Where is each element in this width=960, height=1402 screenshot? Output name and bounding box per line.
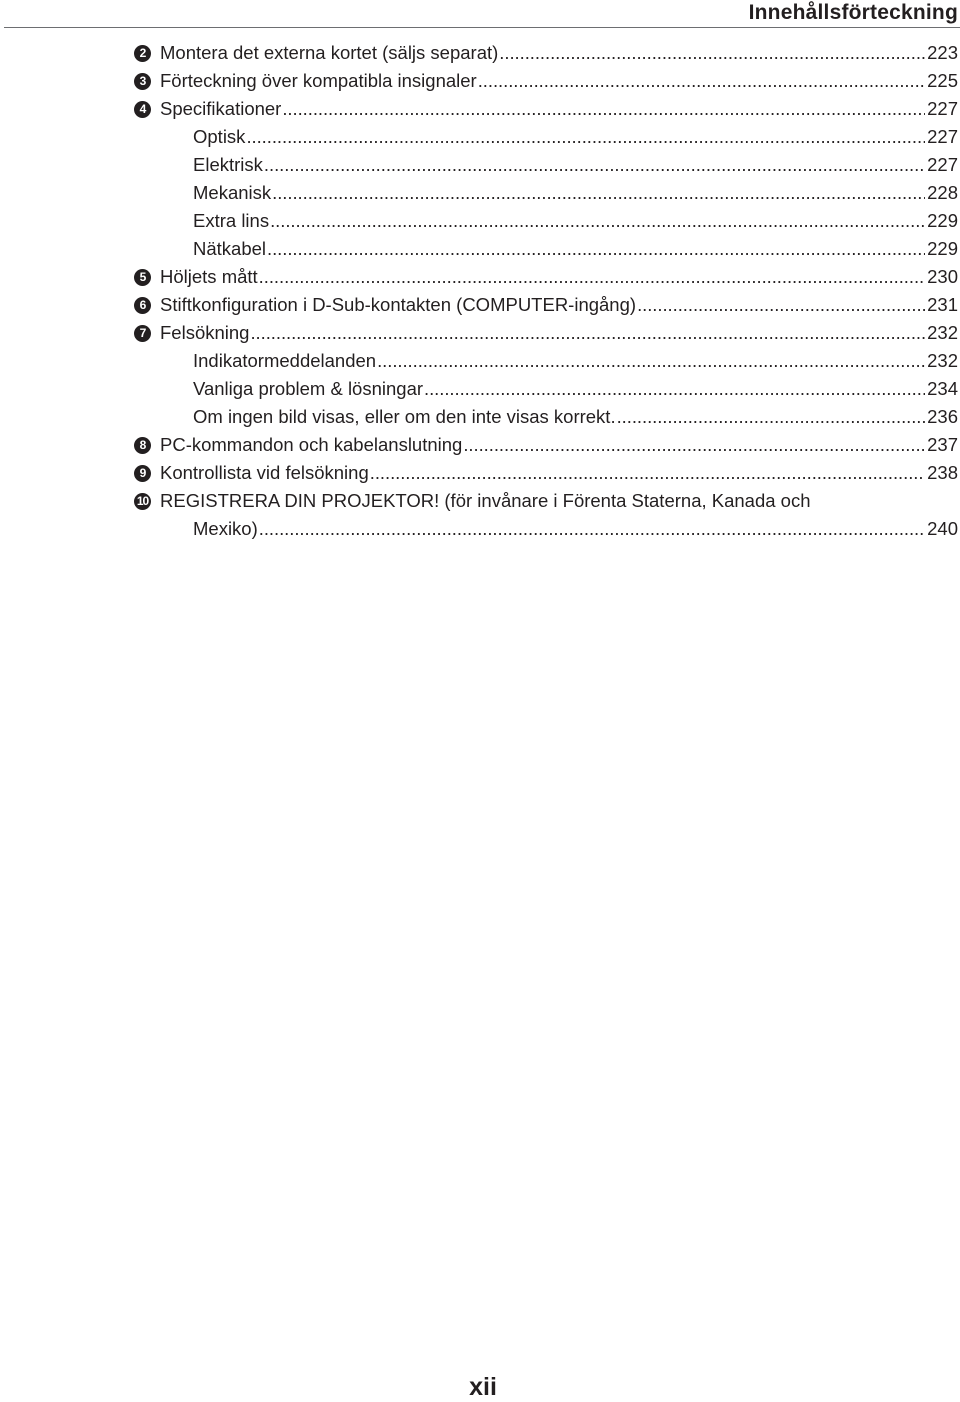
toc-entry-label: REGISTRERA DIN PROJEKTOR! (för invånare i Förenta Staterna, Kanada och bbox=[160, 490, 811, 511]
toc-page-number: 227 bbox=[927, 154, 958, 175]
toc-entry-label: Mekanisk bbox=[193, 182, 272, 203]
number-badge-icon: 7 bbox=[134, 325, 151, 342]
number-badge-icon: 3 bbox=[134, 73, 151, 90]
dot-leader bbox=[272, 179, 925, 207]
number-badge-icon: 4 bbox=[134, 101, 151, 118]
toc-subentry[interactable] bbox=[0, 235, 960, 263]
toc-entry[interactable] bbox=[0, 459, 960, 487]
toc-entry-label: Nätkabel bbox=[193, 238, 267, 259]
toc-entry[interactable] bbox=[0, 319, 960, 347]
toc-page-number: 236 bbox=[927, 406, 958, 427]
toc-page-number: 234 bbox=[927, 378, 958, 399]
toc-subentry[interactable] bbox=[0, 375, 960, 403]
toc-subentry[interactable] bbox=[0, 179, 960, 207]
toc-entry-label: Specifikationer bbox=[160, 98, 282, 119]
dot-leader bbox=[246, 123, 925, 151]
header-divider bbox=[4, 27, 960, 28]
toc-page-number: 240 bbox=[927, 518, 958, 539]
toc-entry[interactable] bbox=[0, 263, 960, 291]
toc-entry-continuation[interactable] bbox=[0, 515, 960, 543]
dot-leader bbox=[424, 375, 925, 403]
toc-entry-label: Felsökning bbox=[160, 322, 250, 343]
toc-page-number: 223 bbox=[927, 42, 958, 63]
toc-page-number: 229 bbox=[927, 210, 958, 231]
dot-leader bbox=[267, 235, 925, 263]
dot-leader bbox=[270, 207, 925, 235]
toc-entry-label: Stiftkonfiguration i D-Sub-kontakten (COMPUTER-ingång) bbox=[160, 294, 637, 315]
toc-entry[interactable] bbox=[0, 67, 960, 95]
dot-leader bbox=[463, 431, 925, 459]
toc-page-number: 237 bbox=[927, 434, 958, 455]
toc-subentry[interactable] bbox=[0, 347, 960, 375]
dot-leader bbox=[259, 515, 925, 543]
dot-leader bbox=[377, 347, 925, 375]
page-number-footer: xii bbox=[469, 1373, 497, 1401]
number-badge-icon: 10 bbox=[134, 493, 151, 510]
dot-leader bbox=[264, 151, 925, 179]
toc-subentry[interactable] bbox=[0, 123, 960, 151]
toc-page-number: 228 bbox=[927, 182, 958, 203]
toc-entry-label: Vanliga problem & lösningar bbox=[193, 378, 424, 399]
toc-subentry[interactable] bbox=[0, 207, 960, 235]
number-badge-icon: 2 bbox=[134, 45, 151, 62]
toc-entry-label: Extra lins bbox=[193, 210, 270, 231]
number-badge-icon: 9 bbox=[134, 465, 151, 482]
toc-page-number: 230 bbox=[927, 266, 958, 287]
dot-leader bbox=[259, 263, 925, 291]
toc-page-number: 229 bbox=[927, 238, 958, 259]
toc-entry-label: Kontrollista vid felsökning bbox=[160, 462, 369, 483]
toc-entry-label: Montera det externa kortet (säljs separat) bbox=[160, 42, 499, 63]
toc-entry[interactable] bbox=[0, 487, 960, 515]
header-title: Innehållsförteckning bbox=[748, 1, 958, 24]
dot-leader bbox=[637, 291, 925, 319]
toc-entry-label: Om ingen bild visas, eller om den inte visas korrekt. bbox=[193, 406, 616, 427]
toc-subentry[interactable] bbox=[0, 403, 960, 431]
toc-entry-label-continuation: Mexiko) bbox=[193, 518, 258, 539]
number-badge-icon: 8 bbox=[134, 437, 151, 454]
dot-leader bbox=[370, 459, 925, 487]
toc-page-number: 231 bbox=[927, 294, 958, 315]
toc-subentry[interactable] bbox=[0, 151, 960, 179]
toc-entry[interactable] bbox=[0, 291, 960, 319]
toc-entry[interactable] bbox=[0, 431, 960, 459]
toc-entry[interactable] bbox=[0, 39, 960, 67]
toc-entry[interactable] bbox=[0, 95, 960, 123]
toc-entry-label: Förteckning över kompatibla insignaler bbox=[160, 70, 477, 91]
dot-leader bbox=[478, 67, 925, 95]
toc-page-number: 232 bbox=[927, 322, 958, 343]
dot-leader bbox=[499, 39, 925, 67]
toc-page-number: 227 bbox=[927, 98, 958, 119]
toc-entry-label: Höljets mått bbox=[160, 266, 258, 287]
dot-leader bbox=[250, 319, 925, 347]
toc-entry-label: Optisk bbox=[193, 126, 246, 147]
toc-entry-label: PC-kommandon och kabelanslutning bbox=[160, 434, 463, 455]
table-of-contents bbox=[0, 39, 960, 543]
dot-leader bbox=[617, 403, 926, 431]
number-badge-icon: 6 bbox=[134, 297, 151, 314]
toc-page-number: 227 bbox=[927, 126, 958, 147]
number-badge-icon: 5 bbox=[134, 269, 151, 286]
dot-leader bbox=[282, 95, 925, 123]
toc-entry-label: Indikatormeddelanden bbox=[193, 350, 377, 371]
toc-entry-label: Elektrisk bbox=[193, 154, 263, 175]
toc-page-number: 238 bbox=[927, 462, 958, 483]
toc-page-number: 225 bbox=[927, 70, 958, 91]
toc-page-number: 232 bbox=[927, 350, 958, 371]
